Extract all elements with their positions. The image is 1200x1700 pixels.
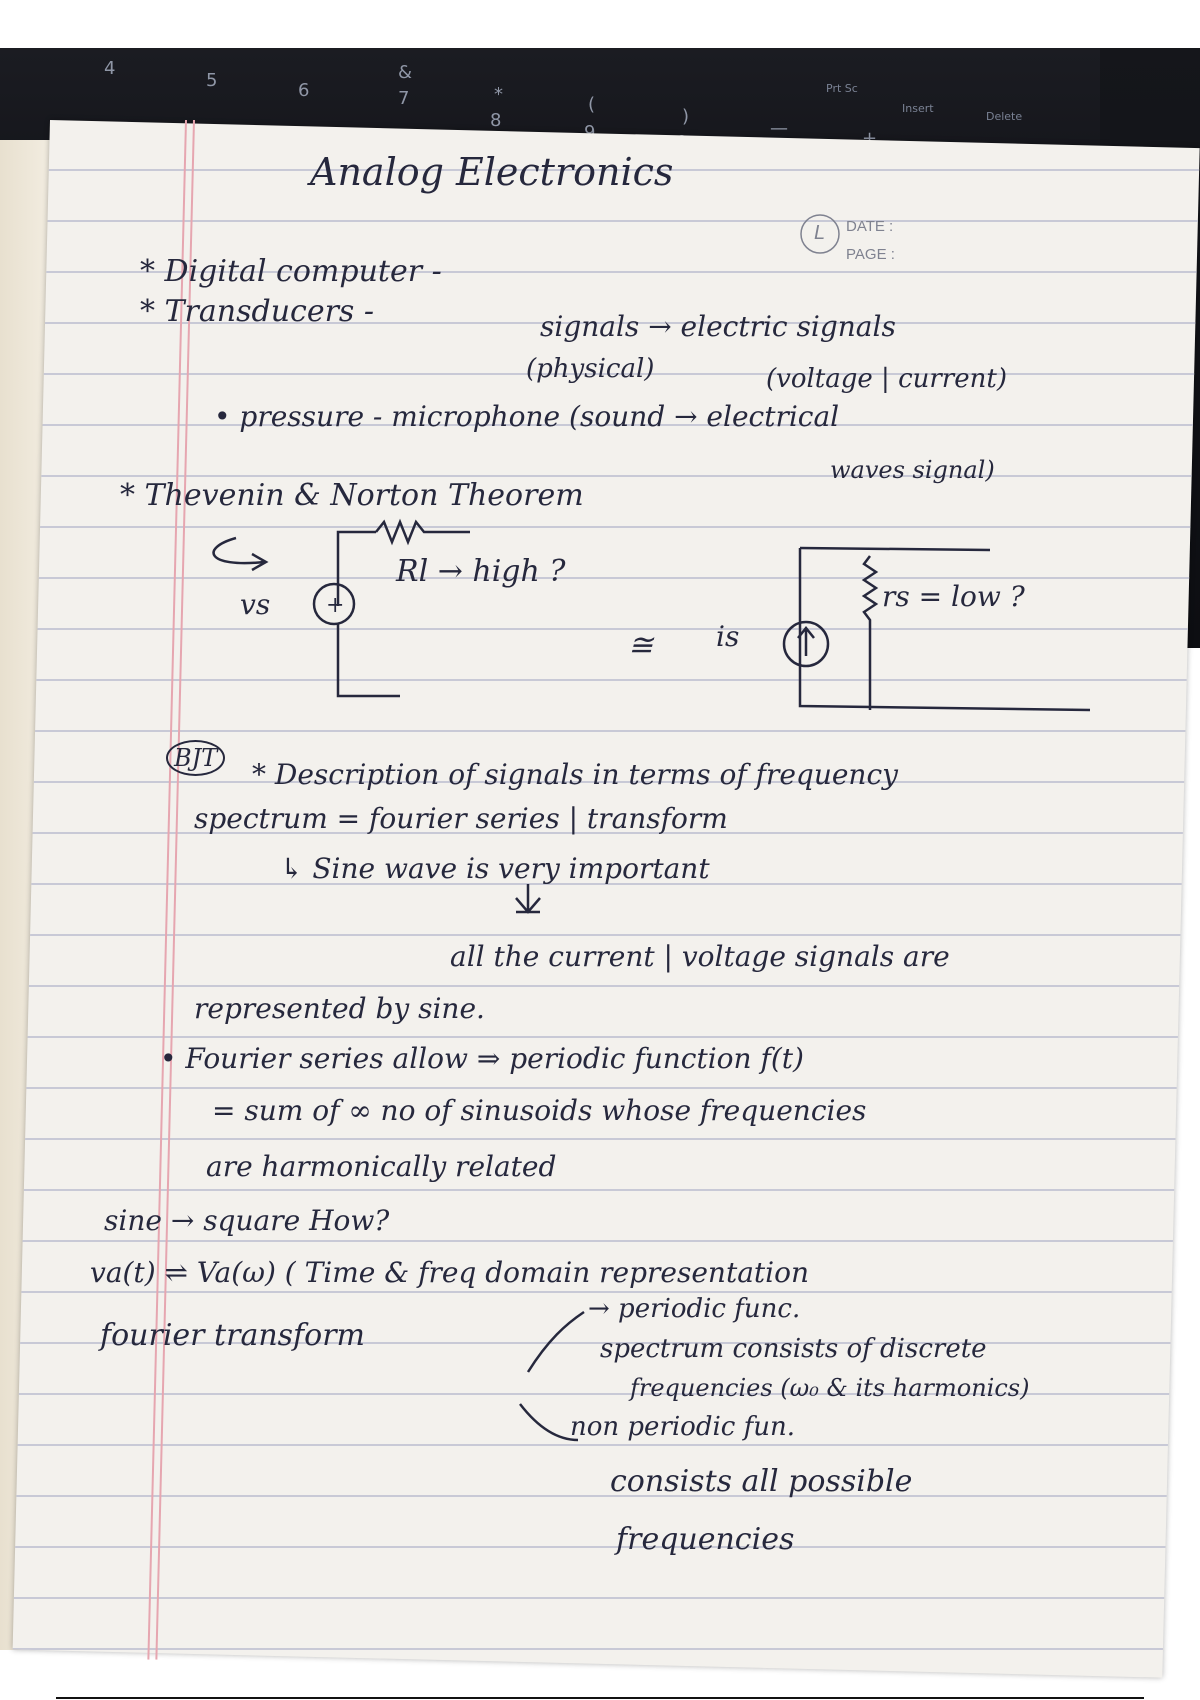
note-sine-important: ↳ Sine wave is very important — [280, 852, 710, 885]
key-plus: + — [862, 128, 878, 149]
key-8: 8 — [490, 110, 502, 131]
note-fourier-series: • Fourier series allow ⇒ periodic function f(t) — [160, 1042, 804, 1075]
key-4: 4 — [104, 58, 116, 79]
note-physical: (physical) — [526, 354, 655, 384]
key-5: 5 — [206, 70, 218, 91]
note-frequencies: frequencies — [616, 1522, 795, 1557]
key-dash: — — [770, 118, 788, 139]
note-signals-electric: signals → electric signals — [540, 310, 896, 343]
key-asterisk: * — [494, 84, 503, 105]
note-represented: represented by sine. — [194, 992, 485, 1025]
note-vs-label: vs — [240, 588, 271, 621]
note-is-label: is — [716, 620, 740, 653]
note-bjt-label: BJT — [166, 740, 225, 776]
note-approx-equal: ≅ — [628, 628, 654, 663]
note-spectrum-consists: spectrum consists of discrete — [600, 1334, 987, 1364]
key-ampersand: & — [398, 62, 413, 83]
key-6: 6 — [298, 80, 310, 101]
note-sine-square: sine → square How? — [104, 1204, 390, 1237]
key-close-paren: ) — [682, 106, 690, 127]
date-label: DATE : — [846, 218, 894, 235]
note-transducers: * Transducers - — [140, 294, 374, 329]
key-insert: Insert — [902, 102, 934, 115]
note-rl-high: Rl → high ? — [396, 554, 566, 589]
note-waves-signal: waves signal) — [830, 456, 995, 484]
page-title: Analog Electronics — [310, 150, 674, 194]
vs-plus-sign: + — [326, 593, 345, 618]
key-prtsc: Prt Sc — [826, 82, 858, 95]
note-digital-computer: * Digital computer - — [140, 254, 442, 289]
note-frequencies-harmonics: frequencies (ω₀ & its harmonics) — [630, 1374, 1030, 1402]
key-open-paren: ( — [588, 94, 596, 115]
note-rs-low: rs = low ? — [882, 580, 1025, 613]
note-description-line2: spectrum = fourier series | transform — [194, 802, 728, 835]
note-harmonic: are harmonically related — [206, 1150, 557, 1183]
note-voltage-current: (voltage | current) — [766, 364, 1007, 394]
note-non-periodic: non periodic fun. — [570, 1412, 795, 1442]
note-thevenin-heading: * Thevenin & Norton Theorem — [120, 478, 584, 513]
stamp-letter: L — [814, 222, 826, 244]
key-delete: Delete — [986, 110, 1023, 123]
note-consists-all: consists all possible — [610, 1464, 913, 1499]
page-label: PAGE : — [846, 246, 895, 263]
note-fourier-transform: fourier transform — [100, 1318, 366, 1353]
bottom-rule — [56, 1697, 1144, 1699]
note-sum-infinite: = sum of ∞ no of sinusoids whose frequencies — [212, 1094, 867, 1127]
note-description-line1: * Description of signals in terms of frequency — [252, 758, 898, 791]
note-va-line: va(t) ⇌ Va(ω) ( Time & freq domain representation — [90, 1256, 810, 1289]
note-all-current: all the current | voltage signals are — [450, 940, 950, 973]
note-pressure-microphone: • pressure - microphone (sound → electrical — [214, 400, 840, 433]
note-periodic-func: → periodic func. — [588, 1294, 801, 1324]
key-7: 7 — [398, 88, 410, 109]
